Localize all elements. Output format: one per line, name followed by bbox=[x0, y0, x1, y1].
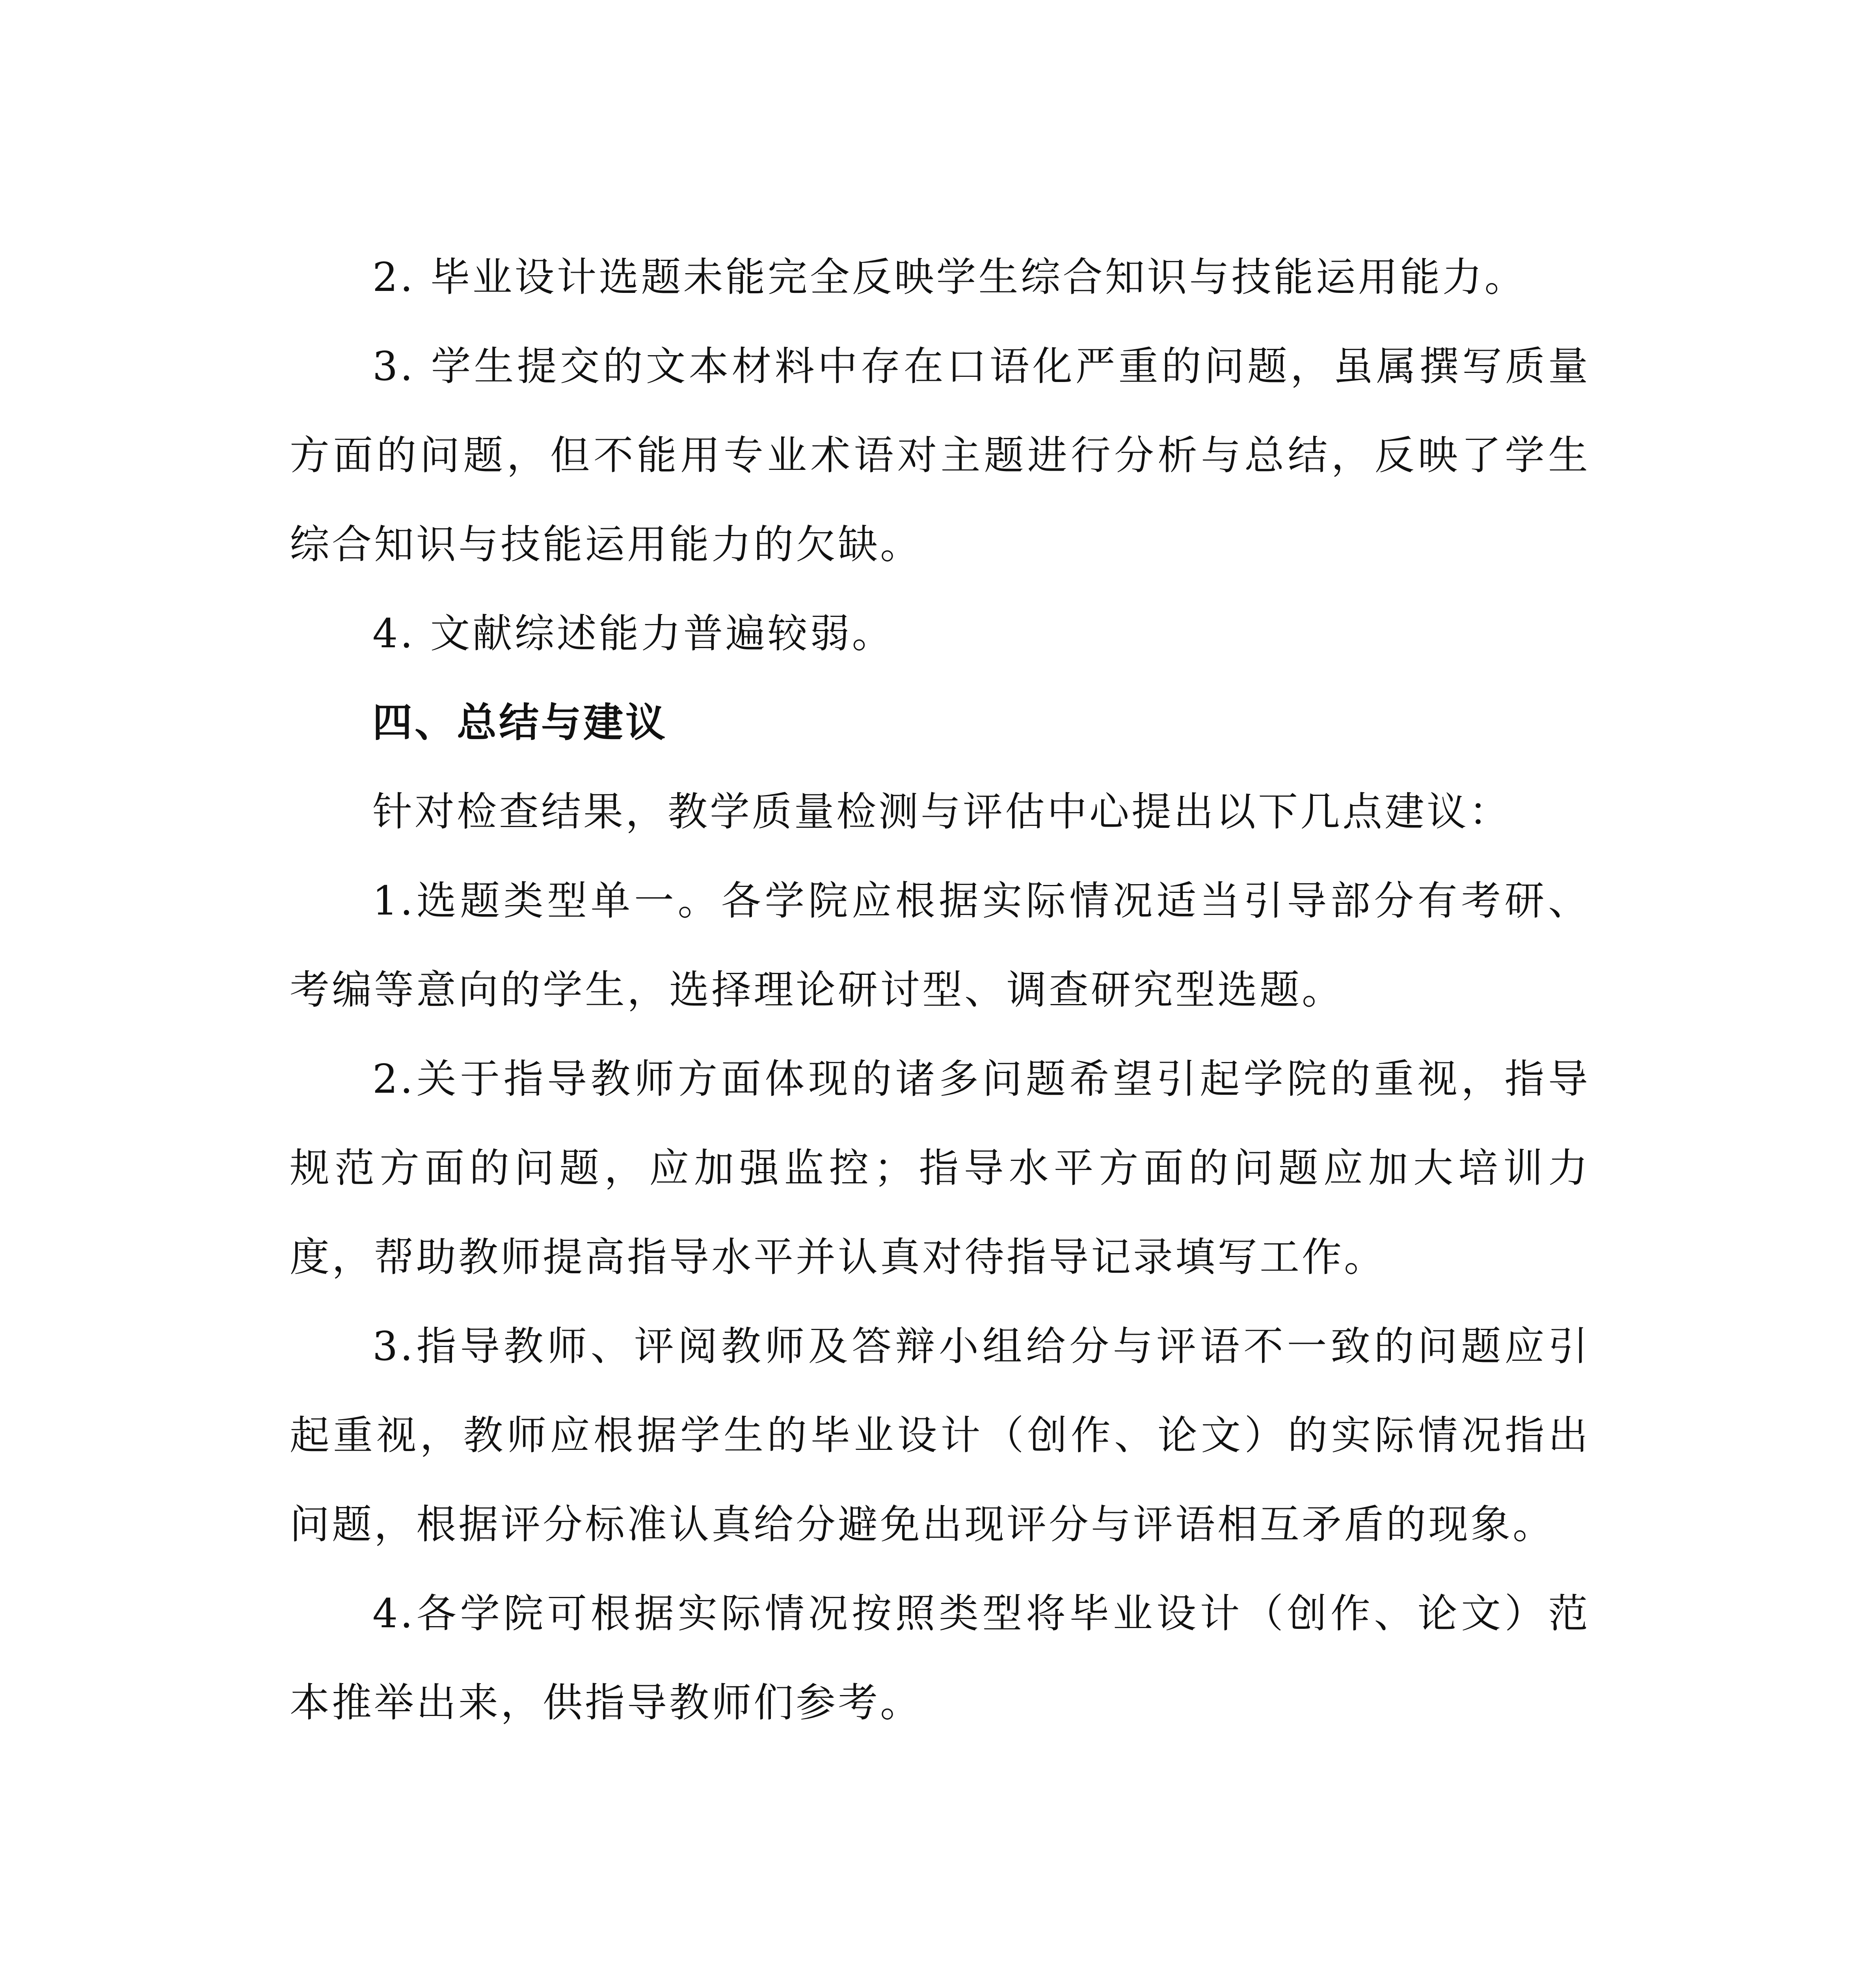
paragraph-item-2: 2. 毕业设计选题未能完全反映学生综合知识与技能运用能力。 bbox=[372, 254, 1527, 300]
recommendations-intro: 针对检查结果，教学质量检测与评估中心提出以下几点建议： bbox=[372, 788, 1511, 835]
section-heading: 四、总结与建议 bbox=[372, 699, 668, 746]
document-body bbox=[290, 233, 1590, 1747]
recommendation-3: 3.指导教师、评阅教师及答辩小组给分与评语不一致的问题应引起重视，教师应根据学生的毕业设计（创作、论文）的实际情况指出问题，根据评分标准认真给分避免出现评分与评语相互矛盾的现象。 bbox=[290, 1323, 1590, 1548]
paragraph-item-3: 3. 学生提交的文本材料中存在口语化严重的问题，虽属撰写质量方面的问题，但不能用专业术语对主题进行分析与总结，反映了学生综合知识与技能运用能力的欠缺。 bbox=[290, 343, 1590, 568]
recommendation-1: 1.选题类型单一。各学院应根据实际情况适当引导部分有考研、考编等意向的学生，选择理论研讨型、调查研究型选题。 bbox=[290, 877, 1590, 1013]
paragraph-item-4: 4. 文献综述能力普遍较弱。 bbox=[372, 610, 894, 657]
recommendation-4: 4.各学院可根据实际情况按照类型将毕业设计（创作、论文）范本推举出来，供指导教师们参考。 bbox=[290, 1590, 1590, 1726]
recommendation-2: 2.关于指导教师方面体现的诸多问题希望引起学院的重视，指导规范方面的问题，应加强监控；指导水平方面的问题应加大培训力度，帮助教师提高指导水平并认真对待指导记录填写工作。 bbox=[290, 1056, 1590, 1280]
